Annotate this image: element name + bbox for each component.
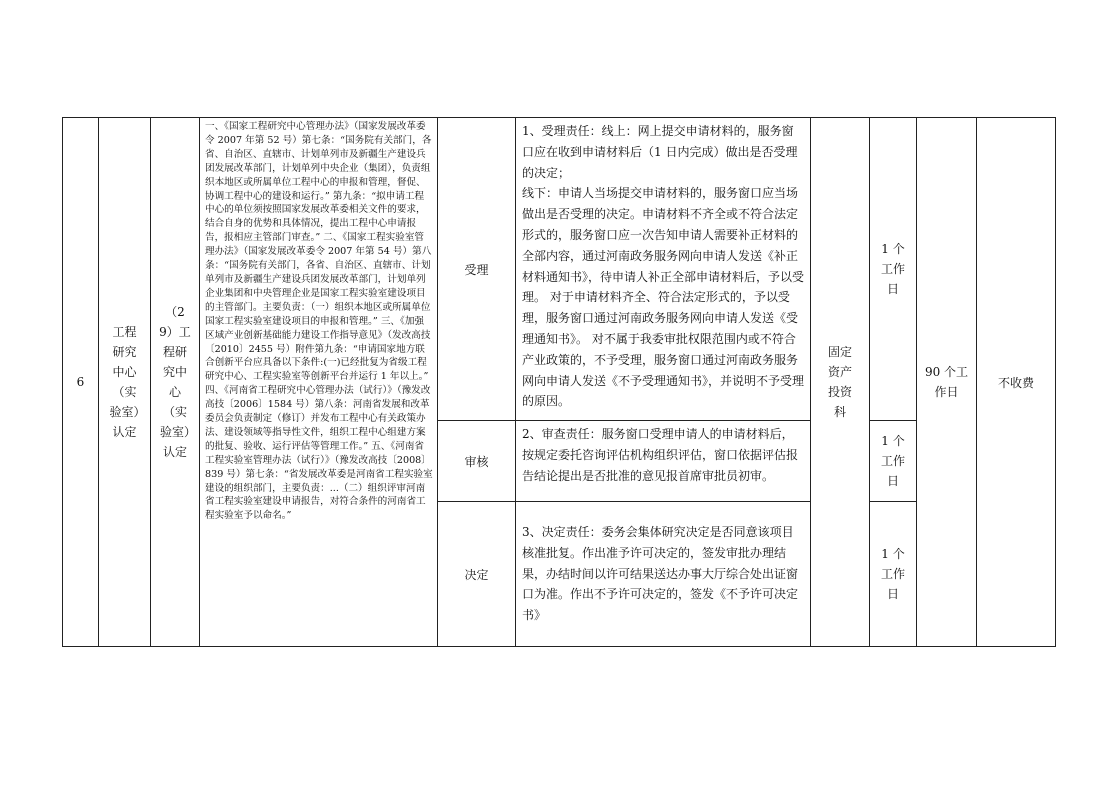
stage-time-accept — [870, 118, 917, 421]
responsibility-paragraph: 3、决定责任：委务会集体研究决定是否同意该项目核准批复。作出准予许可决定的，签发审批办理结果，办结时间以许可结果送达办事大厅综合处出证窗口为准。作出不予许可决定的，签发《不予许可决定书》 — [522, 525, 799, 623]
stage-name-decide: 决定 — [438, 502, 516, 647]
stage-responsibility-review — [516, 421, 811, 502]
responsibility-paragraph: 1、受理责任：线上：网上提交申请材料的，服务窗口应在收到申请材料后（1 日内完成）做出是否受理的决定； — [522, 124, 798, 180]
stage-time-review — [870, 421, 917, 502]
department: 固定资产投资科 — [827, 345, 852, 419]
legal-basis: 一、《国家工程研究中心管理办法》（国家发展改革委令 2007 年第 52 号）第七条：“国务院有关部门，各省、自治区、直辖市、计划单列市及新疆生产建设兵团发展改革部门，计划单列中央企业（集团），负责组织本地区或所属单位工程中心的申报和管理，督促、协调工程中心的建设和运行。” 第九条：“拟申请工程中心的单位须按照国家发展改革委相关文件的要求，结合自身的优势和具体情况，提出工程中心申请报告，报相应主管部门审查。” 二、《国家工程实验室管理办法》（国家发展改革委令 2007 年第 54 号）第八条：“国务院有关部门，各省、自治区、直辖市、计划单列市及新疆生产建设兵团发展改革部门，计划单列企业集团和中央管理企业是国家工程实验室建设项目的主管部门。主要负责：（一）组织本地区或所属单位国家工程实验室建设项目的申报和管理。” 三、《加强区域产业创新基础能力建设工作指导意见》（发改高技〔2010〕2455 号）附件第九条：“申请国家地方联合创新平台应具备以下条件:(一)已经批复为省级工程研究中心、工程实验室等创新平台并运行 1 年以上。” 四、《河南省工程研究中心管理办法（试行）》（豫发改高技〔2006〕1584 号）第八条：河南省发展和改革委员会负责制定（修订）并发布工程中心有关政策办法、建设领域等指导性文件，组织工程中心组建方案的批复、验收、运行评估等管理工作。” 五、《河南省工程实验室管理办法（试行）》（豫发改高技〔2008〕839 号）第七条：“省发展改革委是河南省工程实验室建设的组织部门，主要负责：...（二）组织评审河南省工程实验室建设申请报告，对符合条件的河南省工程实验室予以命名。” — [200, 118, 438, 647]
stage-name-review: 审核 — [438, 421, 516, 502]
fee: 不收费 — [977, 118, 1056, 647]
stage-time-limit: 1 个工作日 — [880, 434, 905, 488]
item-name-cell — [99, 118, 151, 647]
stage-responsibility-accept — [516, 118, 811, 421]
sub-item-name: （29）工程研究中心（实验室）认定 — [159, 305, 191, 459]
total-limit-cell — [917, 118, 977, 647]
row-number: 6 — [63, 118, 99, 647]
department-cell — [811, 118, 870, 647]
item-name: 工程研究中心（实验室）认定 — [109, 325, 140, 439]
stage-name-accept: 受理 — [438, 118, 516, 421]
total-time-limit: 90 个工作日 — [924, 365, 969, 399]
sub-item-cell — [151, 118, 200, 647]
stage-time-decide — [870, 502, 917, 647]
stage-responsibility-decide — [516, 502, 811, 647]
approval-table — [62, 117, 1056, 647]
stage-time-limit: 1 个工作日 — [880, 242, 905, 296]
responsibility-paragraph: 2、审查责任：服务窗口受理申请人的申请材料后，按规定委托咨询评估机构组织评估，窗口依据评估报告结论提出是否批准的意见报首席审批员初审。 — [522, 427, 799, 483]
stage-time-limit: 1 个工作日 — [880, 547, 905, 601]
responsibility-paragraph: 线下：申请人当场提交申请材料的，服务窗口应当场做出是否受理的决定。申请材料不齐全或不符合法定形式的，服务窗口应一次告知申请人需要补正材料的全部内容，通过河南政务服务网向申请人发送《补正材料通知书》，待申请人补正全部申请材料后，予以受理。 对于申请材料齐全、符合法定形式的，予以受理，服务窗口通过河南政务服务网向申请人发送《受理通知书》。 对不属于我委审批权限范围内或不符合产业政策的，不予受理，服务窗口通过河南政务服务网向申请人发送《不予受理通知书》，并说明不予受理的原因。 — [522, 186, 805, 409]
table-row — [63, 118, 1056, 421]
